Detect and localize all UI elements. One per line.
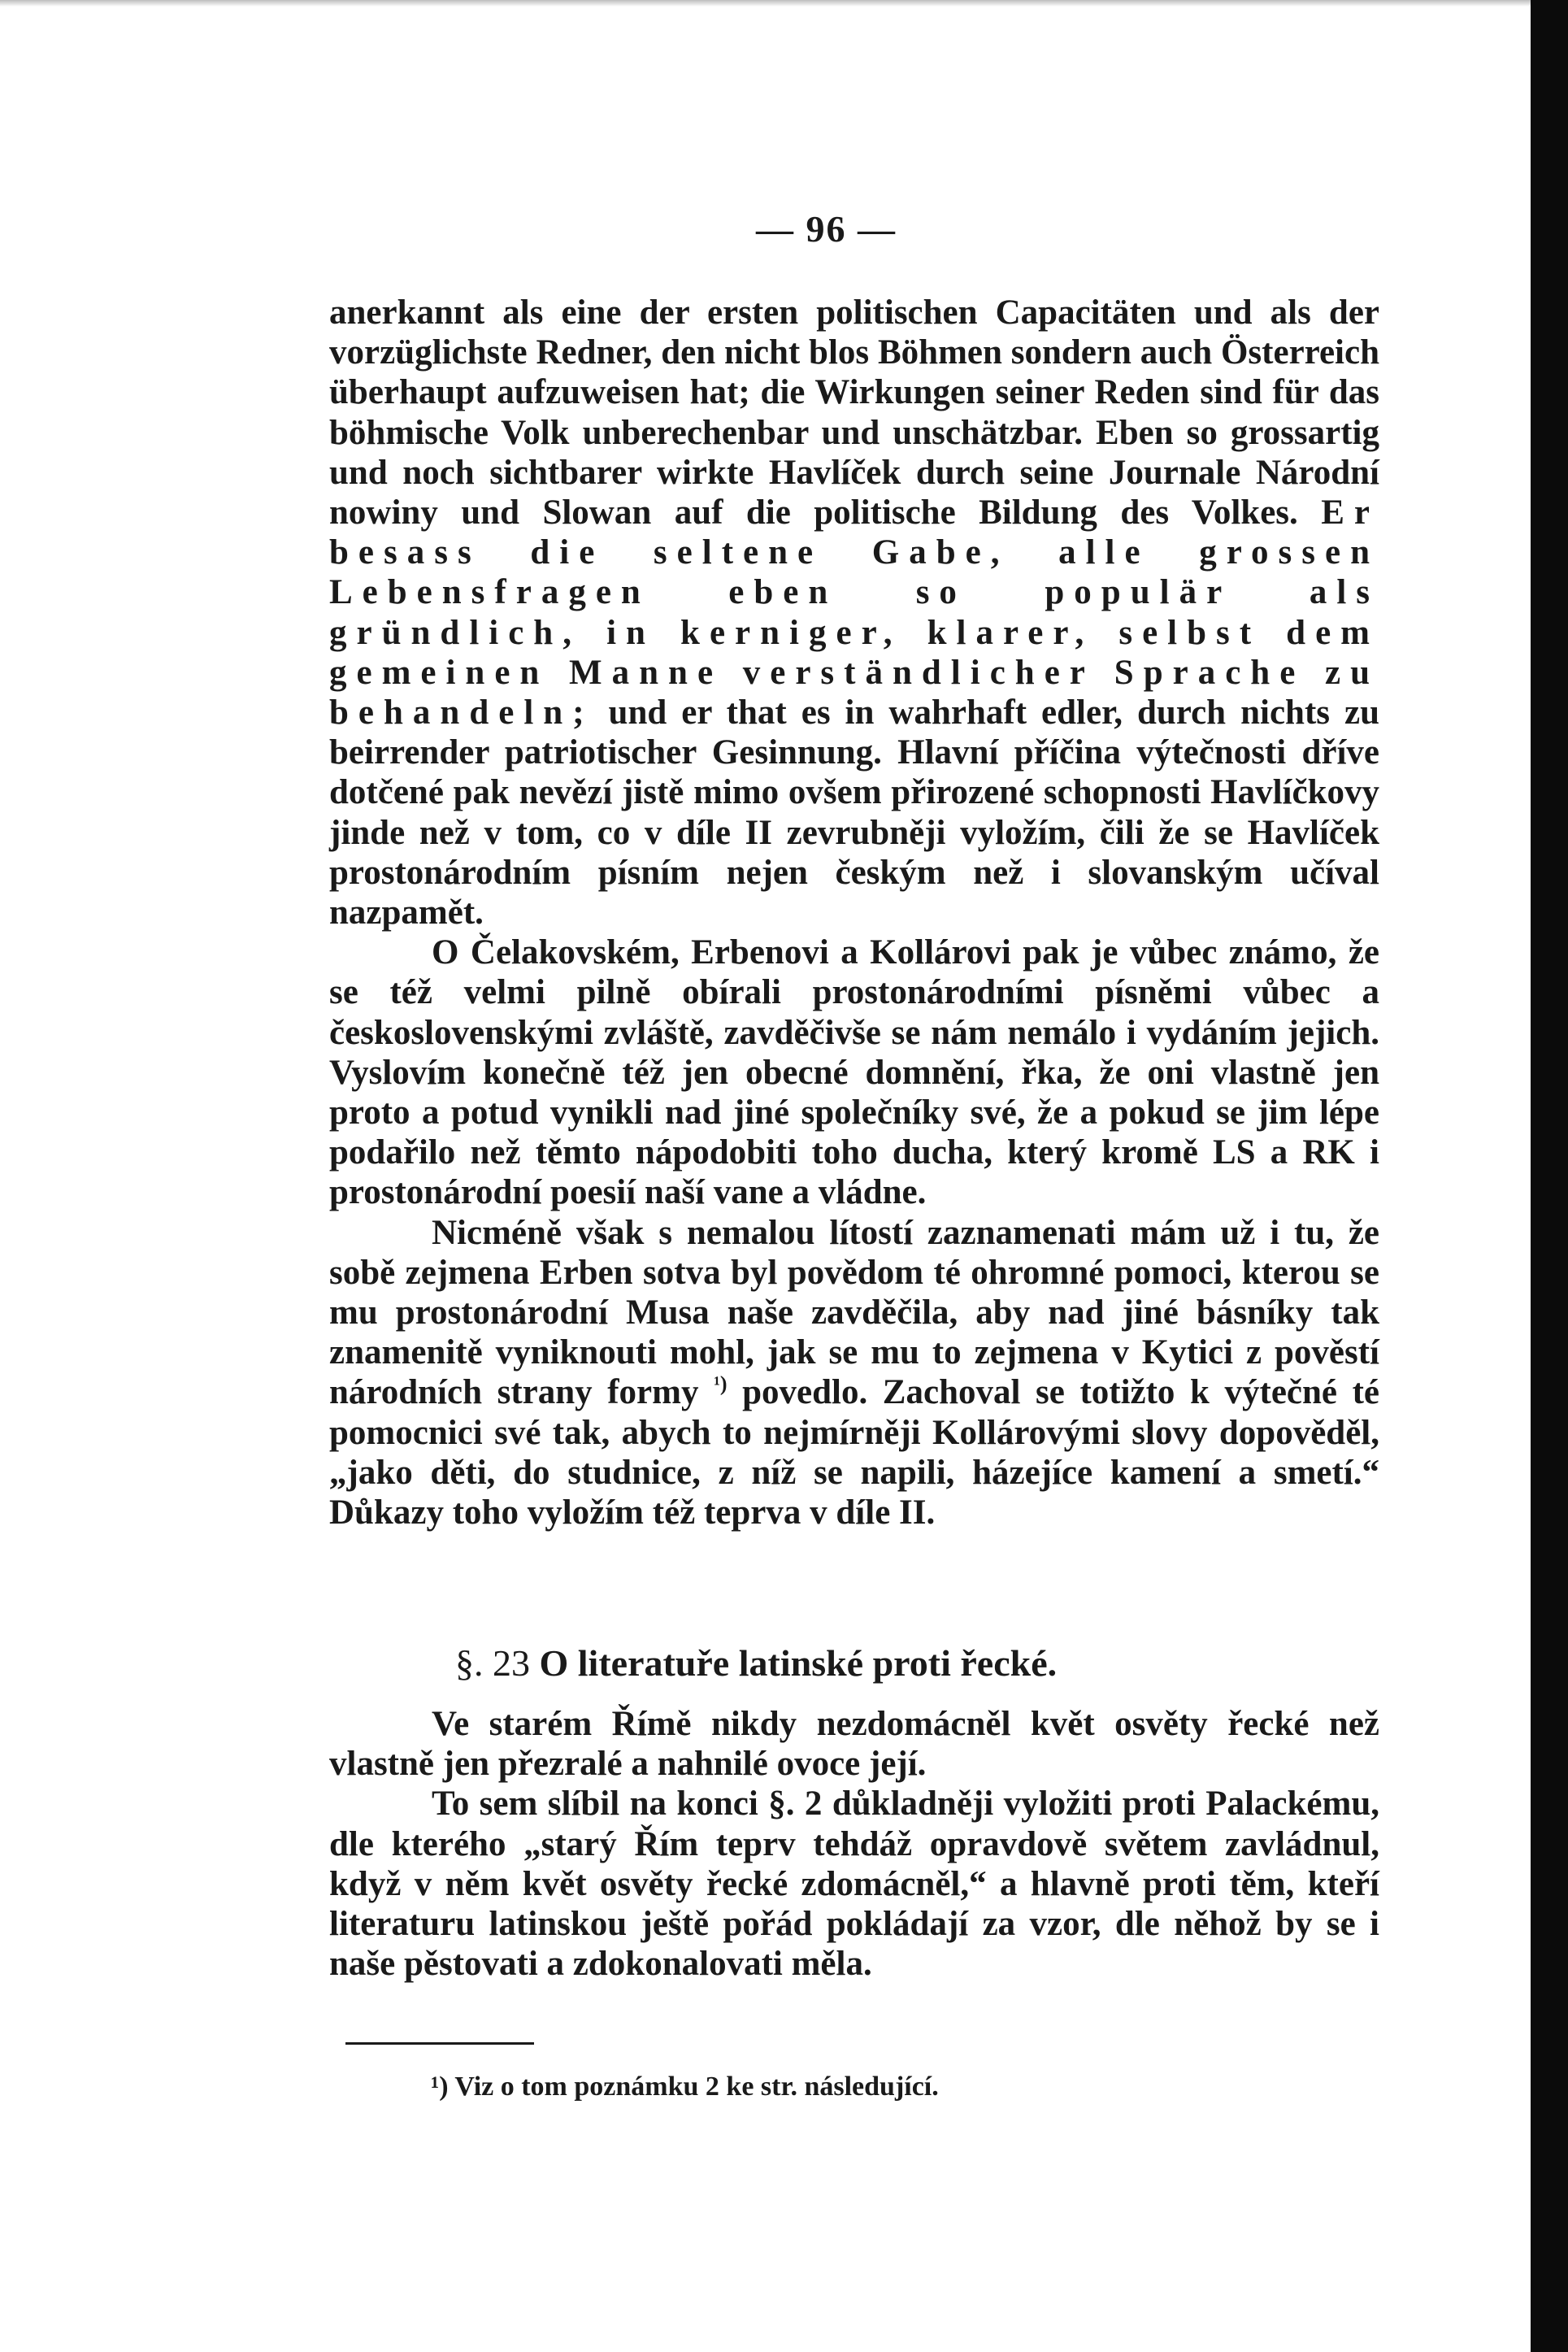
footnote [431,2069,939,2105]
footnote-reference: ¹) [714,1372,728,1397]
section-heading [455,1641,1057,1686]
erben-text-start: Nicméně však s nemalou lítostí zaznamenati mám už i tu, že sobě zejmena Erben sotva byl povědom té ohromné pomoci, kterou se mu prostonárodní Musa naše zavděčila, aby nad jiné básníky tak znamenitě vyniknouti mohl, jak se mu to zejmena v Kytici z pověstí národních strany formy [329,1213,1379,1412]
body-text-lower [329,1704,1379,1984]
scan-dark-border [1531,0,1568,2352]
page-number: — 96 — [756,208,897,250]
czech-text-continued: und er that es in wahrhaft edler, durch nichts zu beirrender patriotischer Gesinnung. Hlavní příčina výtečnosti dříve dotčené pak nevězí jistě mimo ovšem přirozené schopnosti Havlíčkovy jinde než v tom, co v díle II zevrubněji vyložím, čili že se Havlíček prostonárodním písním nejen českým než i slovanským učíval nazpamět. [329,693,1380,933]
paragraph-erben [329,1213,1379,1533]
paragraph-german-continued [329,293,1379,933]
paragraph-rome: Ve starém Římě nikdy nezdomácněl květ osvěty řecké než vlastně jen přezralé a nahnilé ovoce její. [329,1705,1379,1784]
erben-text-end: povedlo. Zachoval se totižto k výtečné té pomocnici své tak, abych to nejmírněji Kollárovými slovy dopověděl, „jako děti, do studnice, z níž se napili, házejíce kamení a smetí.“ Důkazy toho vyložím též teprva v díle II. [329,1373,1380,1532]
german-text-start: anerkannt als eine der ersten politischen Capacitäten und als der vorzüglichste Redner, den nicht blos Böhmen sondern auch Österreich überhaupt aufzuweisen hat; die Wirkungen seiner Reden sind für das böhmische Volk unberechenbar und unschätzbar. Eben so grossartig und noch sichtbarer wirkte Havlíček durch seine Journale Národní nowiny und Slowan auf die politische Bildung des Volkes. [329,293,1379,533]
section-number: §. 23 [455,1642,530,1684]
footnote-mark: ¹) [431,2072,449,2102]
body-text-upper [329,293,1379,1532]
section-title: O literatuře latinské proti řecké. [539,1642,1058,1684]
paragraph-palacky: To sem slíbil na konci §. 2 důkladněji vyložiti proti Palackému, dle kterého „starý Řím teprv tehdáž opravdově světem zavládnul, když v něm květ osvěty řecké zdomácněl,“ a hlavně proti těm, kteří literaturu latinskou ještě pořád pokládají za vzor, dle něhož by se i naše pěstovati a zdokonalovati měla. [329,1785,1379,1984]
spaced-emphasis: Er besass die seltene Gabe, alle grossen Lebensfragen eben so populär als gründlich, in kerniger, klarer, selbst dem gemeinen Manne verständlicher Sprache zu behandeln; [329,493,1379,733]
footnote-divider [345,2042,534,2045]
footnote-text: Viz o tom poznámku 2 ke str. následující. [454,2072,939,2102]
paragraph-celakovsky: O Čelakovském, Erbenovi a Kollárovi pak je vůbec známo, že se též velmi pilně obírali prostonárodními písněmi vůbec a československými zvláště, zavděčivše se nám nemálo i vydáním jejich. Vyslovím konečně též jen obecné domnění, řka, že oni vlastně jen proto a potud vynikli nad jiné společníky své, že a pokud se jim lépe podařilo než těmto nápodobiti toho ducha, který kromě LS a RK i prostonárodní poesií naší vane a vládne. [329,933,1379,1212]
